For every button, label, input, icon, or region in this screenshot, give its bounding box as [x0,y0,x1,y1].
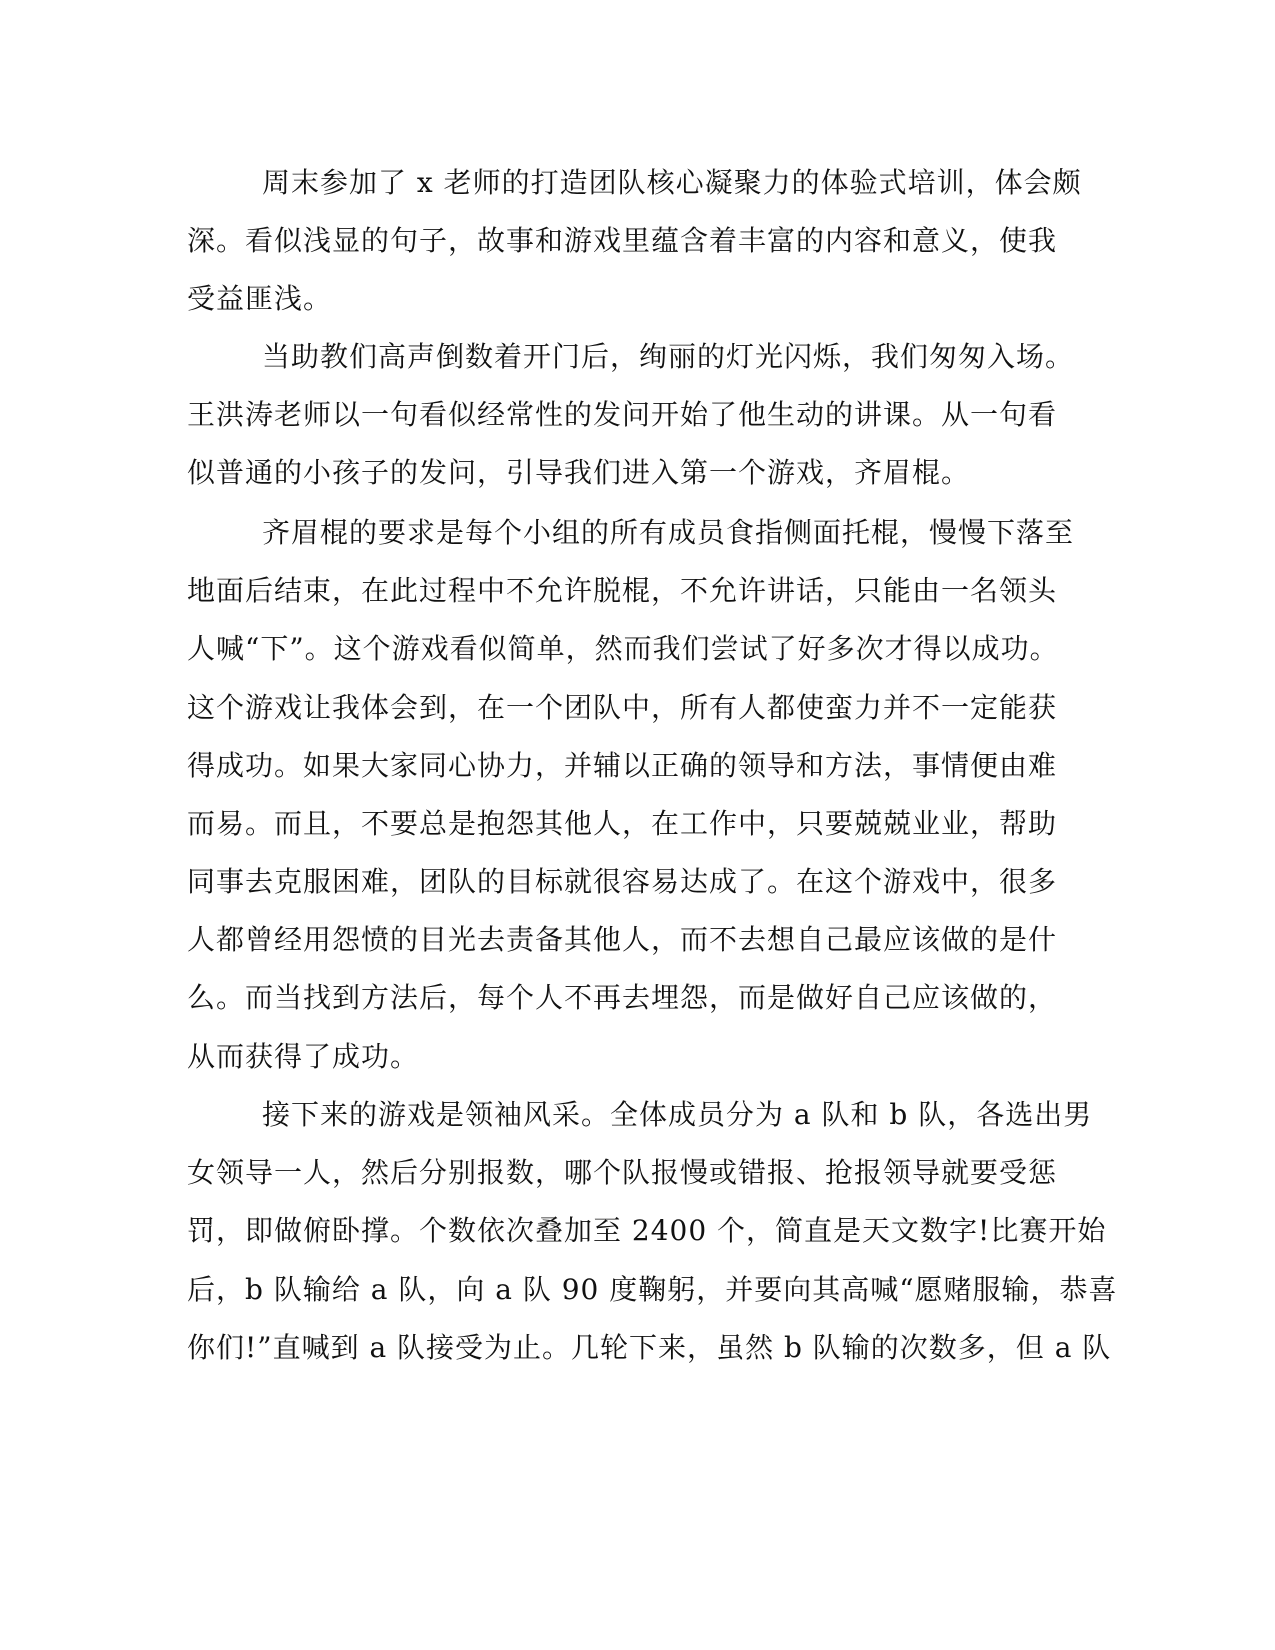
text-line: 王洪涛老师以一句看似经常性的发问开始了他生动的讲课。从一句看 [187,398,1058,431]
text-line: 你们!”直喊到 a 队接受为止。几轮下来，虽然 b 队输的次数多，但 a 队 [187,1331,1112,1364]
text-line: 这个游戏让我体会到，在一个团队中，所有人都使蛮力并不一定能获 [187,691,1058,724]
text-line: 受益匪浅。 [187,282,333,315]
text-line: 地面后结束，在此过程中不允许脱棍，不允许讲话，只能由一名领头 [187,574,1058,607]
text-line: 后，b 队输给 a 队，向 a 队 90 度鞠躬，并要向其高喊“愿赌服输，恭喜 [187,1273,1118,1306]
text-line: 深。看似浅显的句子，故事和游戏里蕴含着丰富的内容和意义，使我 [187,224,1058,257]
text-line: 人喊“下”。这个游戏看似简单，然而我们尝试了好多次才得以成功。 [187,632,1059,665]
text-line: 女领导一人，然后分别报数，哪个队报慢或错报、抢报领导就要受惩 [187,1156,1058,1189]
text-line: 么。而当找到方法后，每个人不再去埋怨，而是做好自己应该做的， [187,981,1058,1014]
text-line: 而易。而且，不要总是抱怨其他人，在工作中，只要兢兢业业，帮助 [187,807,1058,840]
text-line: 当助教们高声倒数着开门后，绚丽的灯光闪烁，我们匆匆入场。 [262,340,1075,373]
text-line: 从而获得了成功。 [187,1040,420,1073]
text-line: 似普通的小孩子的发问，引导我们进入第一个游戏，齐眉棍。 [187,456,971,489]
text-line: 同事去克服困难，团队的目标就很容易达成了。在这个游戏中，很多 [187,865,1058,898]
text-line: 得成功。如果大家同心协力，并辅以正确的领导和方法，事情便由难 [187,749,1058,782]
text-line: 接下来的游戏是领袖风采。全体成员分为 a 队和 b 队，各选出男 [262,1098,1093,1131]
text-line: 齐眉棍的要求是每个小组的所有成员食指侧面托棍，慢慢下落至 [262,516,1075,549]
text-line: 人都曾经用怨愤的目光去责备其他人，而不去想自己最应该做的是什 [187,923,1058,956]
text-line: 罚，即做俯卧撑。个数依次叠加至 2400 个，简直是天文数字!比赛开始 [187,1214,1107,1247]
text-line: 周末参加了 x 老师的打造团队核心凝聚力的体验式培训，体会颇 [262,166,1082,199]
